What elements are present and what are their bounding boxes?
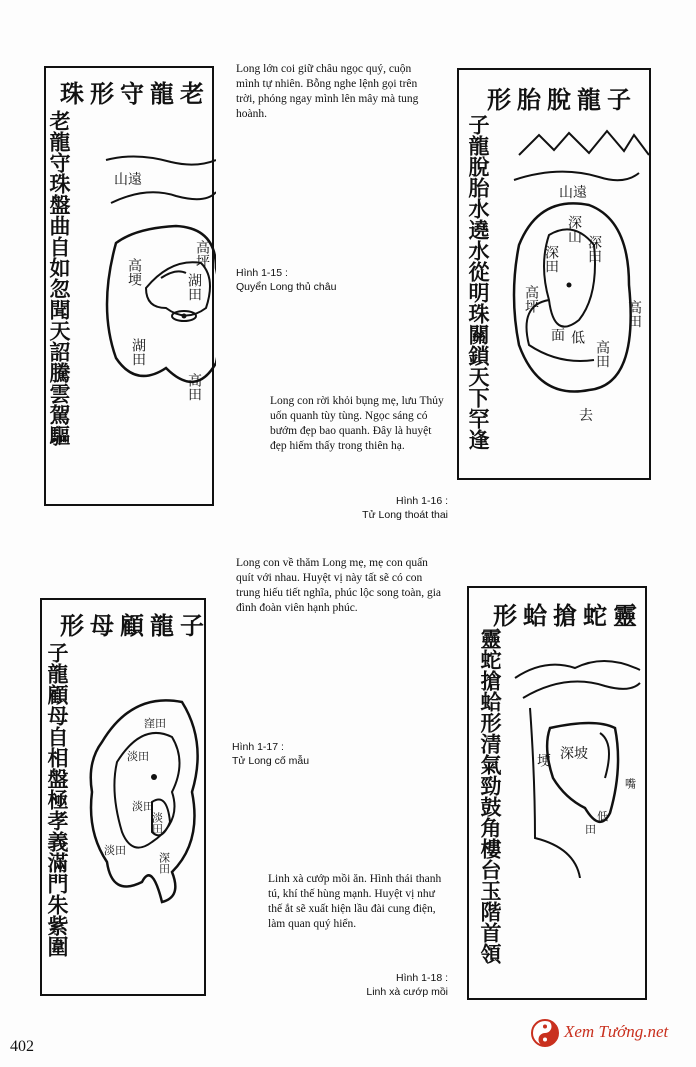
figure-4-label-deep: 深坡 [560,746,588,762]
figure-4-caption-title: Linh xà cướp mồi [366,986,448,998]
figure-1-label-hill: 高坪 [194,240,210,268]
figure-2-label-deep-field: 深田 [586,235,602,263]
figure-2-label-deep-field-alt: 深田 [543,245,559,273]
figure-2-label-deep: 深山 [566,215,582,243]
figure-3-label-e: 淡田 [104,844,126,857]
figure-2-label-field-a: 面 [551,328,565,344]
yin-yang-icon [530,1018,560,1048]
figure-4-label-right: 嘴 [623,778,637,789]
figure-2-description: Long con rời khỏi bụng mẹ, lưu Thủy uốn quanh tùy tùng. Ngọc sáng có bướm đẹp bao quanh. Đây là huyệt đẹp hiếm thấy trong thiên hạ. [270,395,444,452]
figure-2-map [499,125,649,435]
figure-4-vertical-text: 靈蛇搶蛤形清氣勁鼓角樓台玉階首領 [478,628,502,964]
figure-1-label-lake-field-2: 湖田 [130,338,146,366]
figure-4-label-low: 低 [597,810,608,823]
figure-2-frame [457,68,651,480]
figure-1-caption [236,266,376,294]
figure-1-vertical-text: 老龍守珠盤曲自如忽聞天詔騰雲駕驅 [47,110,71,446]
figure-4-label-field: 田 [585,823,596,836]
site-logo[interactable] [528,1016,690,1050]
logo-text: Xem Tướng.net [564,1022,669,1041]
figure-3-description: Long con về thăm Long mẹ, mẹ con quấn quít với nhau. Huyệt vị này tất sẽ có con trung hiếu tiết nghĩa, phúc lộc song toàn, gia đình đoàn viên hạnh phúc. [236,557,442,614]
figure-2-label-high-field-2: 高田 [626,300,642,328]
figure-2-caption-number: Hình 1-16 : [396,495,448,507]
figure-2-label-mountain: 山遠 [559,185,587,201]
figure-1-frame [44,66,214,506]
figure-2-label-field-b: 低 [569,330,585,344]
figure-3-map [72,682,202,912]
figure-1-label-lake-field-1: 湖田 [186,273,202,301]
figure-3-label-c: 淡田 [132,800,154,813]
figure-2-caption [300,494,448,522]
figure-1-description: Long lớn coi giữ châu ngọc quý, cuộn mình tự nhiên. Bỗng nghe lệnh gọi trên trời, phóng ngay mình lên mây mà tung hoành. [236,63,419,120]
figure-3-label-f: 深田 [157,852,171,874]
figure-4-caption-number: Hình 1-18 : [396,972,448,984]
figure-4-map [505,648,645,878]
figure-3-label-b: 淡田 [127,750,149,763]
figure-1-label-mountain: 山遠 [114,172,142,188]
figure-1-title: 珠形守龍老 [60,80,210,108]
figure-3-label-a: 窪田 [144,717,166,730]
figure-4-caption [300,971,448,999]
figure-1-caption-number: Hình 1-15 : [236,267,288,279]
figure-4-description: Linh xà cướp mồi ăn. Hình thái thanh tú, khí thế hùng mạnh. Huyệt vị như thế ắt sẽ xuất hiện lầu đài cung điện, làm quan quý hiển. [268,873,442,930]
figure-2-label-high: 高坪 [523,285,539,313]
figure-3-title: 形母顧龍子 [60,612,210,640]
figure-4-frame [467,586,647,1000]
figure-4-label-edge: 埂 [535,753,551,767]
figure-1-caption-title: Quyển Long thủ châu [236,281,337,293]
figure-2-label-go: 去 [579,408,593,424]
figure-1-label-high-field: 高埂 [126,258,142,286]
figure-4-title: 形蛤搶蛇靈 [493,602,643,630]
figure-1-label-high-field-2: 高田 [186,373,202,401]
figure-3-frame [40,598,210,996]
figure-2-vertical-text: 子龍脫胎水遶水從明珠關鎖天下罕逢 [466,114,490,450]
figure-2-caption-title: Tử Long thoát thai [362,509,448,521]
figure-3-caption-number: Hình 1-17 : [232,741,284,753]
figure-3-label-d: 淡田 [150,812,164,834]
figure-2-label-high-field: 高田 [594,340,610,368]
figure-3-vertical-text: 子龍顧母自相盤極孝義滿門朱紫圍 [45,642,69,957]
figure-3-caption [232,740,372,768]
page-number: 402 [10,1038,34,1055]
figure-3-caption-title: Tử Long cố mẫu [232,755,310,767]
figure-2-title: 形胎脫龍子 [487,86,637,114]
figure-1-map [76,148,216,458]
